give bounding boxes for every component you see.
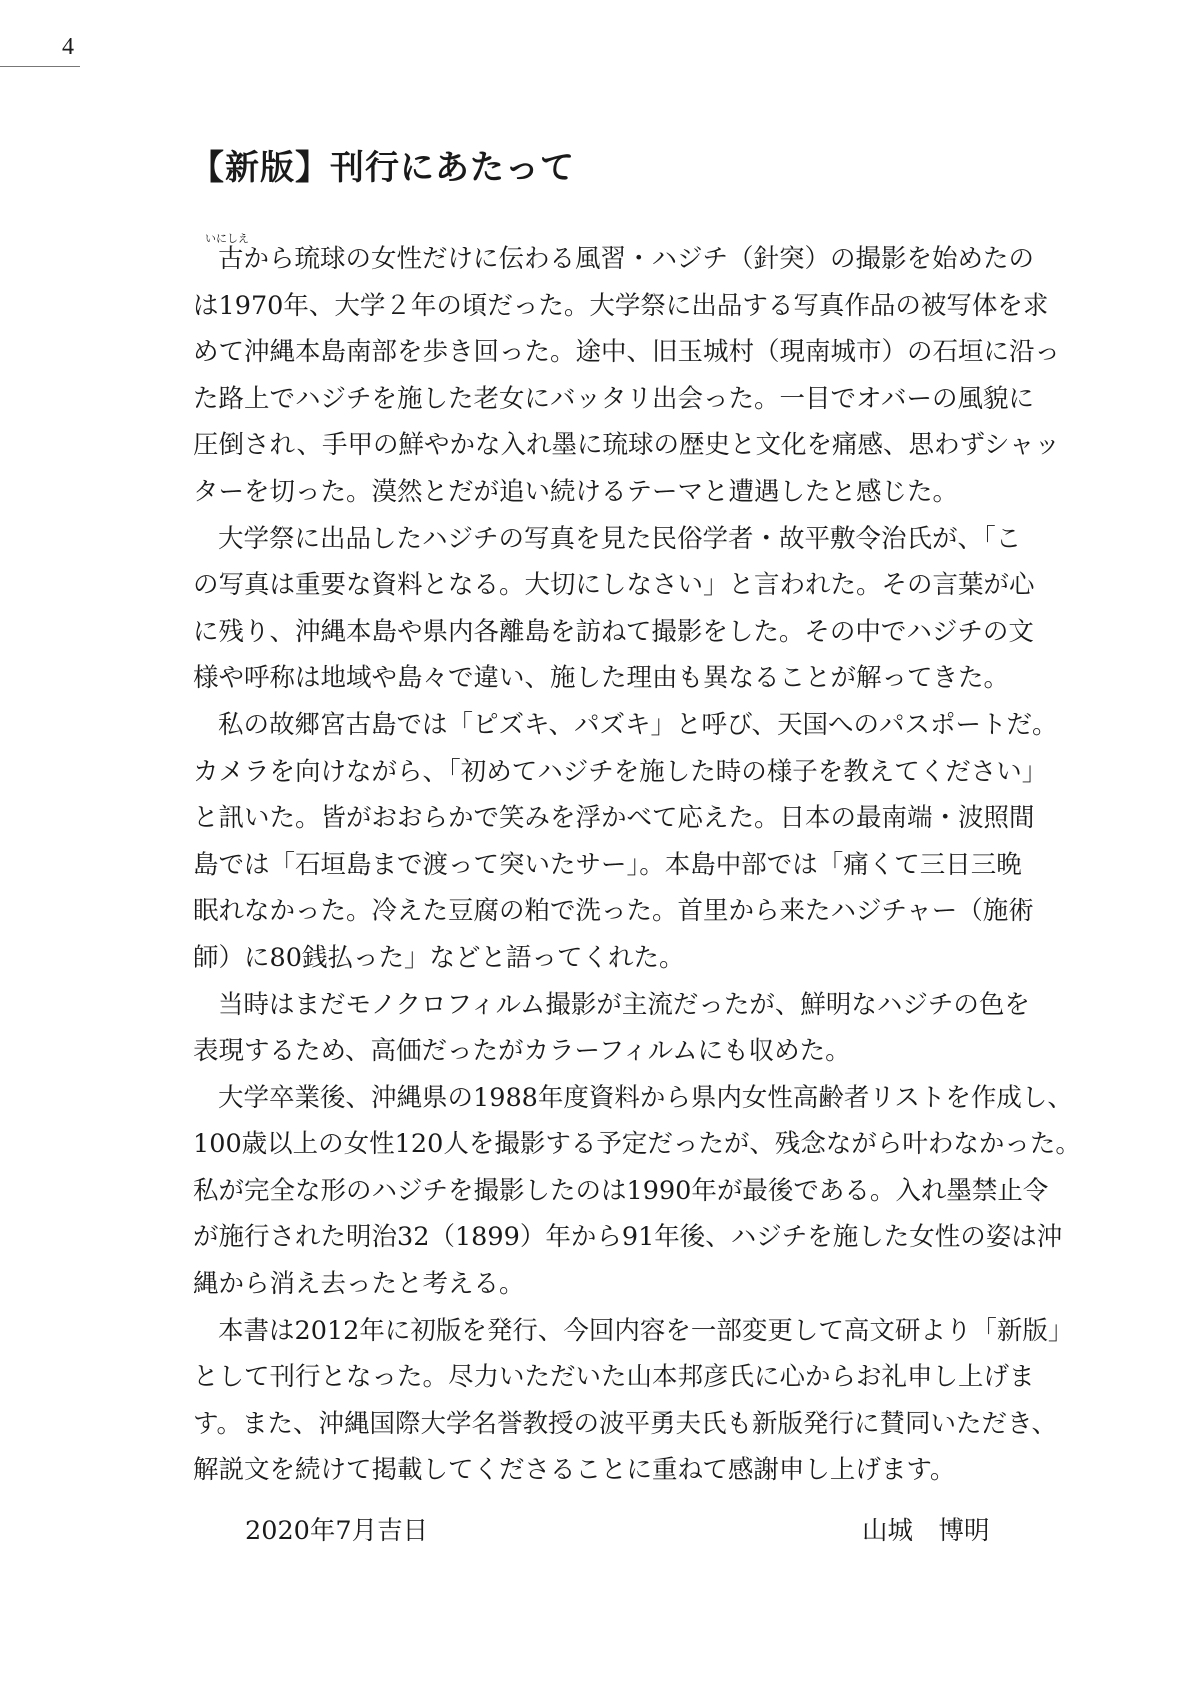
text-line: 大学卒業後、沖縄県の1988年度資料から県内女性高齢者リストを作成し、 (218, 1082, 1073, 1113)
text-line: ターを切った。漠然とだが追い続けるテーマと遭遇したと感じた。 (193, 476, 959, 507)
text-line: 本書は2012年に初版を発行、今回内容を一部変更して高文研より「新版」 (218, 1315, 1074, 1346)
text-line: 師）に80銭払った」などと語ってくれた。 (193, 942, 685, 973)
paragraph (193, 702, 1058, 982)
text-line: は1970年、大学２年の頃だった。大学祭に出品する写真作品の被写体を求 (193, 290, 1049, 321)
page-number: 4 (62, 34, 74, 60)
text-line: の写真は重要な資料となる。大切にしなさい」と言われた。その言葉が心 (193, 570, 1035, 601)
signature-date: 2020年7月吉日 (245, 1516, 429, 1546)
text-line: 私の故郷宮古島では「ピズキ、パズキ」と呼び、天国へのパスポートだ。 (218, 709, 1058, 740)
paragraph (193, 982, 1030, 1075)
paragraph (193, 232, 1061, 516)
paragraph (193, 1075, 1081, 1308)
text-line: 大学祭に出品したハジチの写真を見た民俗学者・故平敷令治氏が、「こ (218, 523, 1022, 554)
text-line: 100歳以上の女性120人を撮影する予定だったが、残念ながら叶わなかった。 (193, 1129, 1081, 1160)
text-line: 表現するため、高価だったがカラーフィルムにも収めた。 (193, 1036, 851, 1067)
page-number-rule (0, 66, 80, 67)
text-line: として刊行となった。尽力いただいた山本邦彦氏に心からお礼申し上げま (193, 1362, 1035, 1393)
text-line: が施行された明治32（1899）年から91年後、ハジチを施した女性の姿は沖 (193, 1222, 1063, 1253)
text-line: 私が完全な形のハジチを撮影したのは1990年が最後である。入れ墨禁止令 (193, 1175, 1049, 1206)
text-line: 眠れなかった。冷えた豆腐の粕で洗った。首里から来たハジチャー（施術 (193, 896, 1034, 927)
paragraph (193, 516, 1035, 702)
signature-author: 山城 博明 (862, 1516, 990, 1546)
text-line: 圧倒され、手甲の鮮やかな入れ墨に琉球の歴史と文化を痛感、思わずシャッ (193, 430, 1061, 461)
text-line: と訊いた。皆がおおらかで笑みを浮かべて応えた。日本の最南端・波照間 (193, 803, 1035, 834)
text-line: 解説文を続けて掲載してくださることに重ねて感謝申し上げます。 (193, 1455, 956, 1486)
text-line: 当時はまだモノクロフィルム撮影が主流だったが、鮮明なハジチの色を (218, 989, 1030, 1020)
text-line: 縄から消え去ったと考える。 (193, 1269, 525, 1300)
text-line: 島では「石垣島まで渡って突いたサー」。本島中部では「痛くて三日三晩 (193, 849, 1022, 880)
ruby-annotation: いにしえ (205, 232, 249, 245)
paragraph (193, 1308, 1074, 1494)
text-line: 古から琉球の女性だけに伝わる風習・ハジチ（針突）の撮影を始めたの (218, 244, 1035, 274)
text-line: た路上でハジチを施した老女にバッタリ出会った。一目でオバーの風貌に (193, 383, 1034, 414)
text-line: カメラを向けながら、「初めてハジチを施した時の様子を教えてください」 (193, 756, 1048, 787)
text-line: に残り、沖縄本島や県内各離島を訪ねて撮影をした。その中でハジチの文 (193, 616, 1034, 647)
text-line: めて沖縄本島南部を歩き回った。途中、旧玉城村（現南城市）の石垣に沿っ (193, 337, 1061, 368)
body-text (193, 232, 1081, 1494)
text-line: す。また、沖縄国際大学名誉教授の波平勇夫氏も新版発行に賛同いただき、 (193, 1408, 1057, 1439)
text-line: 様や呼称は地域や島々で違い、施した理由も異なることが解ってきた。 (193, 663, 1010, 694)
page-title: 【新版】刊行にあたって (190, 148, 575, 188)
